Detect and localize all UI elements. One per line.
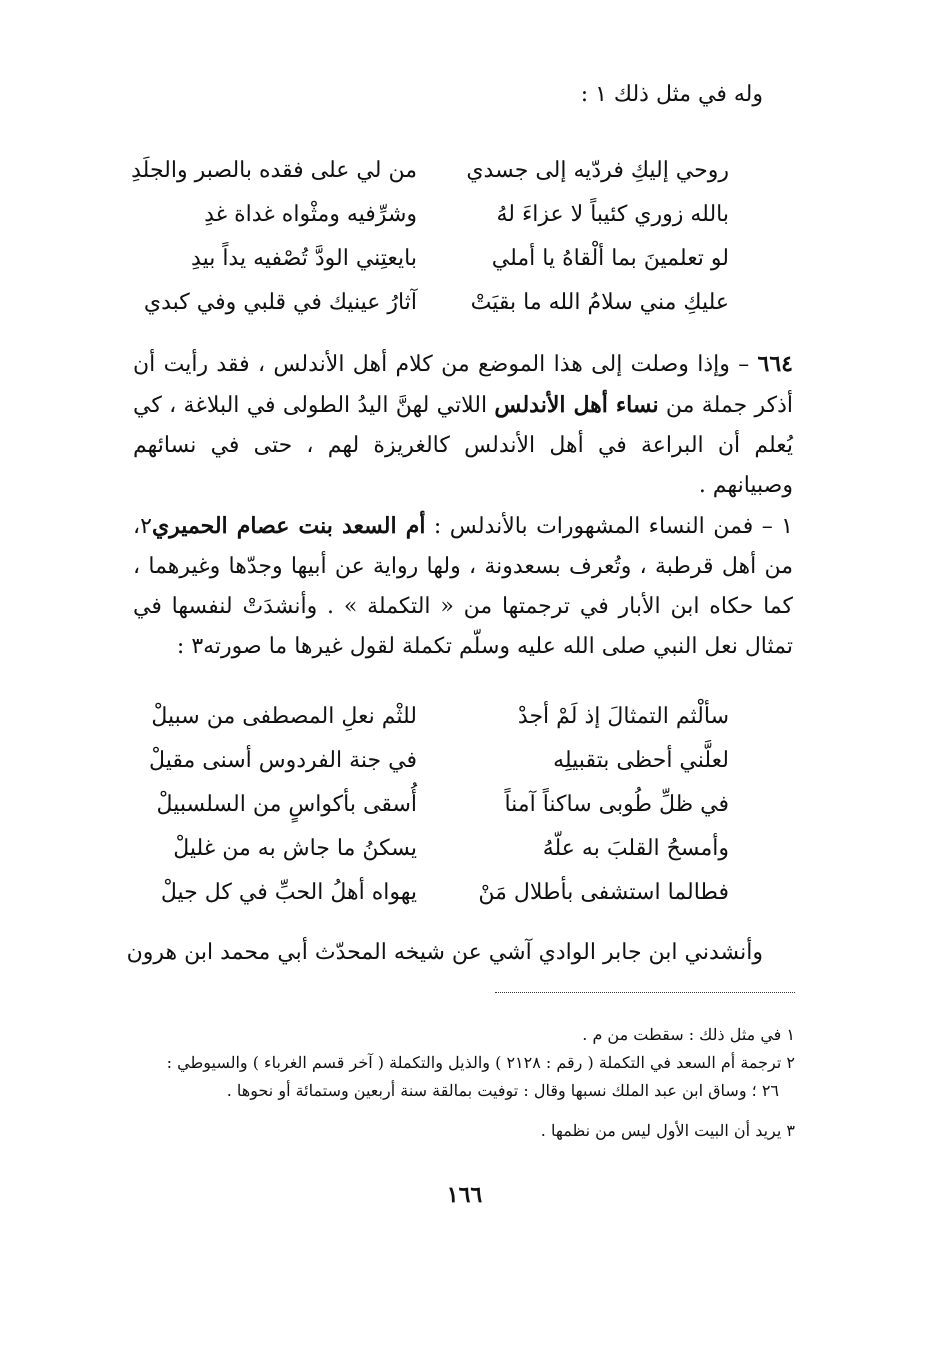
closing-line: وأنشدني ابن جابر الوادي آشي عن شيخه المحدّث أبي محمد ابن هرون: [126, 940, 763, 965]
hemistich-first: فطالما استشفى بأطلال مَنْ: [478, 880, 729, 905]
hemistich-second: في جنة الفردوس أسنى مقيلْ: [149, 748, 417, 773]
paragraph-text: اللاتي لهنَّ اليدُ الطولى في البلاغة ، كي يُعلم أن البراعة في أهل الأندلس كالغريزة لهم ، حتى في نسائهم وصبيانهم .: [133, 393, 793, 498]
paragraph-text: ٢، من أهل قرطبة ، وتُعرف بسعدونة ، ولها رواية عن أبيها وجدّها وغيرهما ، كما حكاه ابن الأبار في ترجمتها من « التكملة » . وأنشدَتْ لنفسها في تمثال نعل النبي صلى الله عليه وسلّم تكملة لقول غيرها ما صورته٣ :: [133, 514, 793, 659]
footnote: ٢ ترجمة أم السعد في التكملة ( رقم : ٢١٢٨ ) والذيل والتكملة ( آخر قسم الغرباء ) والسيوطي :: [166, 1053, 795, 1072]
hemistich-first: سألْثم التمثالَ إذ لَمْ أجدْ: [517, 704, 729, 729]
hemistich-first: روحي إليكِ فردّيه إلى جسدي: [466, 158, 729, 183]
footnote-continuation: ٢٦ ؛ وساق ابن عبد الملك نسبها وقال : توفيت بمالقة سنة أربعين وستمائة أو نحوها .: [226, 1081, 779, 1100]
hemistich-second: وشرِّفيه ومثْواه غداة غدِ: [204, 202, 417, 227]
hemistich-first: عليكِ مني سلامُ الله ما بقيَتْ: [470, 290, 729, 315]
intro-line: وله في مثل ذلك ١ :: [580, 82, 763, 107]
hemistich-first: بالله زوري كئيباً لا عزاءَ لهُ: [496, 202, 729, 227]
hemistich-second: أُسقى بأكواسٍ من السلسبيلْ: [156, 792, 417, 817]
footnote: ١ في مثل ذلك : سقطت من م .: [582, 1025, 795, 1044]
hemistich-second: يسكنُ ما جاش به من غليلْ: [173, 836, 417, 861]
paragraph-664: [133, 344, 793, 506]
hemistich-first: في ظلِّ طُوبى ساكناً آمناً: [504, 792, 729, 817]
paragraph-number: ٦٦٤: [757, 351, 793, 377]
paragraph-1: [133, 506, 793, 667]
hemistich-first: لعلَّني أحظى بتقبيلِه: [553, 748, 729, 773]
hemistich-second: يهواه أهلُ الحبِّ في كل جيلْ: [160, 880, 417, 905]
footnote-divider: [495, 992, 795, 993]
hemistich-first: وأمسحُ القلبَ به علّهُ: [542, 836, 729, 861]
hemistich-second: من لي على فقده بالصبر والجلَدِ: [131, 158, 417, 183]
paragraph-bold-text: أم السعد بنت عصام الحميري: [151, 513, 426, 539]
paragraph-text: ١ – فمن النساء المشهورات بالأندلس :: [425, 514, 793, 539]
paragraph-text: – وإذا وصلت إلى هذا الموضع من كلام أهل الأندلس ، فقد رأيت أن أذكر جملة من: [133, 352, 794, 418]
footnote: ٣ يريد أن البيت الأول ليس من نظمها .: [540, 1121, 795, 1140]
paragraph-bold-text: نساء أهل الأندلس: [494, 392, 659, 418]
hemistich-second: للثْم نعلِ المصطفى من سبيلْ: [151, 704, 417, 729]
hemistich-first: لو تعلمينَ بما ألْقاهُ يا أملي: [491, 246, 729, 271]
page-number: ١٦٦: [446, 1182, 483, 1208]
hemistich-second: بايعتِني الودَّ تُصْفيه يداً بيدِ: [191, 246, 417, 271]
hemistich-second: آثارُ عينيك في قلبي وفي كبدي: [143, 290, 417, 315]
